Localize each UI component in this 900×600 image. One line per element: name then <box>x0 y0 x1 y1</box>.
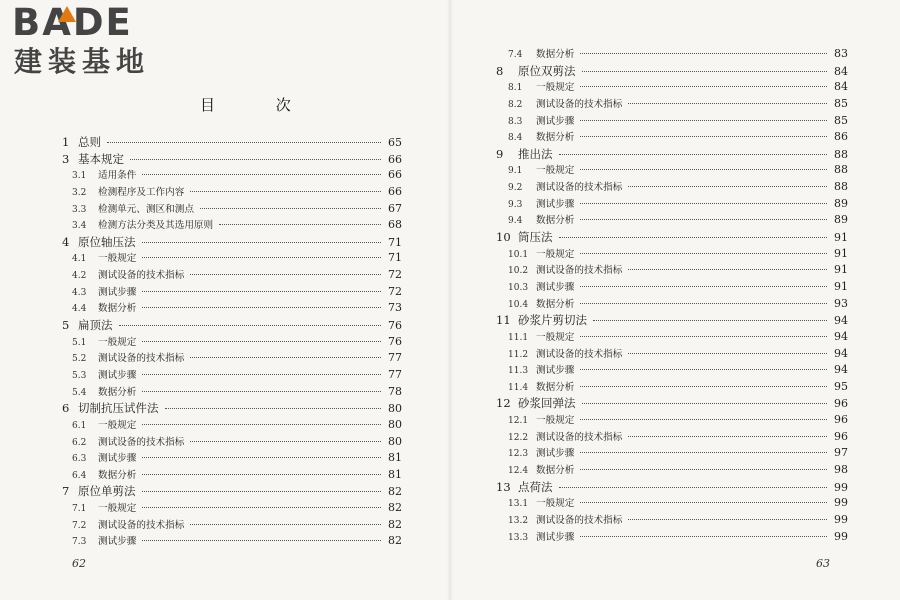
toc-entry-label: 检测单元、测区和测点 <box>98 203 194 215</box>
toc-entry-label: 数据分析 <box>536 215 575 227</box>
toc-entry-number: 6.1 <box>72 420 87 431</box>
toc-entry-number: 7.1 <box>72 504 87 515</box>
toc-entry-page: 96 <box>834 429 848 443</box>
toc-dot-leader <box>628 343 827 354</box>
toc-entry-page: 65 <box>388 136 402 149</box>
toc-entry-page: 82 <box>388 517 402 531</box>
toc-dot-leader <box>130 149 381 160</box>
toc-dot-leader <box>580 243 827 254</box>
toc-entry-label: 数据分析 <box>98 386 137 398</box>
toc-entry-label: 扁顶法 <box>78 318 113 333</box>
toc-dot-leader <box>580 376 827 387</box>
toc-entry-number: 6.2 <box>72 437 87 448</box>
toc-entry-page: 66 <box>388 184 402 198</box>
toc-dot-leader <box>142 464 381 475</box>
toc-title: 目 次 <box>200 96 319 114</box>
toc-entry-number: 7.2 <box>72 520 87 531</box>
toc-entry-page: 95 <box>834 379 848 393</box>
toc-entry-number: 11 <box>496 313 511 328</box>
toc-entry-label: 一般规定 <box>536 82 575 94</box>
toc-entry-number: 12.2 <box>508 432 529 443</box>
toc-entry-number: 5.1 <box>72 337 87 348</box>
toc-entry-page: 88 <box>834 180 848 194</box>
toc-entry-number: 9.3 <box>508 199 523 210</box>
toc-entry-number: 3.3 <box>72 204 87 215</box>
toc-entry-page: 71 <box>388 235 402 249</box>
toc-entry-number: 8.4 <box>508 133 523 144</box>
toc-entry-page: 93 <box>834 296 848 310</box>
toc-entry-page: 99 <box>834 529 848 543</box>
toc-entry-label: 测试步骤 <box>536 115 575 127</box>
toc-entry-label: 切制抗压试件法 <box>78 401 159 416</box>
toc-dot-leader <box>142 530 381 541</box>
toc-entry-label: 推出法 <box>518 146 553 161</box>
toc-entry-page: 78 <box>388 384 402 398</box>
toc-entry-number: 5.4 <box>72 387 87 398</box>
toc-dot-leader <box>165 398 382 409</box>
toc-dot-leader <box>142 447 381 458</box>
toc-entry-page: 82 <box>388 501 402 515</box>
toc-dot-leader <box>628 259 827 270</box>
toc-entry-number: 10.4 <box>508 299 529 310</box>
toc-entry-label: 一般规定 <box>536 498 575 510</box>
toc-entry-page: 82 <box>388 534 402 548</box>
toc-entry-number: 10 <box>496 230 511 245</box>
logo-accent-triangle-icon <box>58 6 76 22</box>
toc-entry-number: 12.3 <box>508 449 529 460</box>
toc-entry-label: 测试设备的技术指标 <box>536 265 623 277</box>
toc-entry-number: 11.1 <box>508 332 529 343</box>
toc-dot-leader <box>580 276 827 287</box>
toc-entry-label: 一般规定 <box>536 331 575 343</box>
toc-entry-page: 72 <box>388 268 402 282</box>
toc-entry-label: 测试设备的技术指标 <box>536 182 623 194</box>
toc-dot-leader <box>142 364 381 375</box>
toc-dot-leader <box>628 426 827 437</box>
toc-entry-number: 5.2 <box>72 354 87 365</box>
toc-dot-leader <box>580 76 827 87</box>
toc-entry-label: 原位双剪法 <box>518 63 576 78</box>
toc-dot-leader <box>190 514 381 525</box>
toc-dot-leader <box>580 526 827 537</box>
toc-entry-section[interactable] <box>62 533 402 550</box>
toc-entry-label: 检测方法分类及其选用原则 <box>98 220 214 232</box>
toc-entry-number: 3 <box>62 151 70 166</box>
toc-entry-label: 一般规定 <box>536 248 575 260</box>
toc-entry-page: 84 <box>834 64 848 78</box>
toc-entry-number: 8 <box>496 63 504 78</box>
toc-entry-label: 点荷法 <box>518 479 553 494</box>
toc-dot-leader <box>580 209 827 220</box>
toc-entry-label: 原位轴压法 <box>78 234 136 249</box>
toc-dot-leader <box>142 381 381 392</box>
toc-entry-label: 测试步骤 <box>536 531 575 543</box>
toc-entry-page: 89 <box>834 196 848 210</box>
toc-entry-page: 66 <box>388 168 402 182</box>
toc-entry-number: 6.3 <box>72 454 87 465</box>
toc-entry-page: 67 <box>388 201 402 215</box>
toc-entry-number: 10.3 <box>508 282 529 293</box>
toc-entry-label: 测试设备的技术指标 <box>536 348 623 360</box>
toc-entry-page: 99 <box>834 496 848 510</box>
page-number-left: 62 <box>72 557 86 570</box>
toc-entry-number: 11.2 <box>508 349 529 360</box>
toc-entry-label: 测试设备的技术指标 <box>98 519 185 531</box>
toc-entry-label: 总则 <box>78 135 101 149</box>
toc-entry-number: 4.3 <box>72 287 87 298</box>
toc-entry-section[interactable] <box>496 529 848 546</box>
toc-entry-number: 10.1 <box>508 249 529 260</box>
right-page <box>450 0 900 600</box>
toc-entry-number: 7 <box>62 484 70 499</box>
toc-entry-page: 82 <box>388 485 402 499</box>
toc-dot-leader <box>580 459 827 470</box>
toc-entry-label: 测试设备的技术指标 <box>536 98 623 110</box>
toc-dot-leader <box>142 232 382 243</box>
toc-dot-leader <box>582 61 828 72</box>
toc-entry-page: 97 <box>834 446 848 460</box>
toc-entry-label: 一般规定 <box>98 336 137 348</box>
toc-dot-leader <box>142 247 381 258</box>
toc-entry-page: 80 <box>388 402 402 416</box>
toc-list-right <box>496 46 848 545</box>
toc-dot-leader <box>628 509 827 520</box>
toc-entry-page: 99 <box>834 480 848 494</box>
toc-entry-number: 4.4 <box>72 304 87 315</box>
toc-entry-label: 一般规定 <box>98 503 137 515</box>
toc-entry-number: 4.2 <box>72 271 87 282</box>
toc-entry-number: 6 <box>62 401 70 416</box>
toc-entry-label: 数据分析 <box>536 49 575 60</box>
toc-entry-number: 7.4 <box>508 50 523 60</box>
toc-entry-page: 73 <box>388 301 402 315</box>
toc-entry-number: 13 <box>496 479 511 494</box>
logo-text: BADE <box>12 1 133 44</box>
toc-entry-number: 3.1 <box>72 171 87 182</box>
toc-dot-leader <box>142 331 381 342</box>
toc-entry-page: 77 <box>388 351 402 365</box>
toc-entry-page: 94 <box>834 346 848 360</box>
toc-entry-label: 测试步骤 <box>536 281 575 293</box>
toc-dot-leader <box>580 409 827 420</box>
toc-entry-label: 测试设备的技术指标 <box>536 514 623 526</box>
toc-dot-leader <box>580 442 827 453</box>
toc-entry-page: 88 <box>834 163 848 177</box>
toc-entry-label: 测试步骤 <box>536 198 575 210</box>
toc-dot-leader <box>580 359 827 370</box>
toc-entry-number: 9 <box>496 146 504 161</box>
toc-dot-leader <box>142 497 381 508</box>
toc-entry-page: 83 <box>834 47 848 60</box>
toc-entry-page: 94 <box>834 314 848 328</box>
page-number-right: 63 <box>816 557 830 570</box>
toc-entry-number: 13.2 <box>508 515 529 526</box>
toc-entry-number: 3.2 <box>72 187 87 198</box>
toc-entry-label: 数据分析 <box>98 469 137 481</box>
toc-entry-label: 数据分析 <box>98 303 137 315</box>
toc-entry-number: 12.4 <box>508 466 529 477</box>
toc-entry-number: 1 <box>62 135 70 149</box>
toc-entry-page: 91 <box>834 263 848 277</box>
toc-entry-number: 13.3 <box>508 532 529 543</box>
toc-dot-leader <box>580 492 827 503</box>
toc-dot-leader <box>142 164 381 175</box>
toc-dot-leader <box>142 297 381 308</box>
toc-entry-page: 76 <box>388 319 402 333</box>
toc-entry-number: 11.4 <box>508 382 529 393</box>
toc-dot-leader <box>580 293 827 304</box>
toc-entry-page: 80 <box>388 417 402 431</box>
toc-entry-label: 筒压法 <box>518 230 553 245</box>
toc-dot-leader <box>107 132 381 143</box>
toc-dot-leader <box>580 43 827 54</box>
toc-entry-page: 85 <box>834 113 848 127</box>
toc-entry-label: 测试步骤 <box>98 453 137 465</box>
toc-dot-leader <box>580 326 827 337</box>
toc-dot-leader <box>190 347 381 358</box>
toc-entry-number: 9.4 <box>508 216 523 227</box>
toc-entry-number: 8.2 <box>508 99 523 110</box>
toc-entry-number: 11.3 <box>508 366 529 377</box>
toc-dot-leader <box>119 315 382 326</box>
watermark-logo <box>8 1 178 80</box>
toc-entry-page: 91 <box>834 231 848 245</box>
toc-entry-label: 一般规定 <box>98 253 137 265</box>
toc-entry-label: 原位单剪法 <box>78 484 136 499</box>
toc-entry-label: 数据分析 <box>536 465 575 477</box>
toc-dot-leader <box>580 159 827 170</box>
toc-entry-page: 76 <box>388 334 402 348</box>
toc-entry-number: 3.4 <box>72 221 87 232</box>
toc-entry-page: 86 <box>834 130 848 144</box>
toc-entry-number: 13.1 <box>508 499 529 510</box>
toc-dot-leader <box>628 93 827 104</box>
toc-entry-label: 检测程序及工作内容 <box>98 186 185 198</box>
toc-entry-number: 4.1 <box>72 254 87 265</box>
toc-entry-label: 测试步骤 <box>98 286 137 298</box>
toc-entry-page: 84 <box>834 80 848 94</box>
toc-entry-number: 9.1 <box>508 166 523 177</box>
toc-dot-leader <box>142 414 381 425</box>
toc-dot-leader <box>593 310 827 321</box>
toc-dot-leader <box>580 126 827 137</box>
toc-entry-number: 8.1 <box>508 83 523 94</box>
toc-dot-leader <box>559 227 828 238</box>
toc-entry-label: 测试设备的技术指标 <box>98 270 185 282</box>
toc-entry-number: 6.4 <box>72 470 87 481</box>
toc-dot-leader <box>628 176 827 187</box>
toc-entry-page: 91 <box>834 246 848 260</box>
toc-entry-page: 99 <box>834 512 848 526</box>
toc-entry-number: 5.3 <box>72 370 87 381</box>
toc-entry-label: 一般规定 <box>536 165 575 177</box>
toc-entry-page: 80 <box>388 434 402 448</box>
toc-entry-number: 12 <box>496 396 511 411</box>
toc-dot-leader <box>580 110 827 121</box>
toc-dot-leader <box>142 481 382 492</box>
toc-dot-leader <box>582 393 828 404</box>
toc-list-left <box>62 134 402 550</box>
toc-entry-page: 89 <box>834 213 848 227</box>
toc-dot-leader <box>219 214 381 225</box>
toc-dot-leader <box>142 281 381 292</box>
toc-entry-number: 8.3 <box>508 116 523 127</box>
toc-entry-number: 7.3 <box>72 537 87 548</box>
logo-subtitle: 建装基地 <box>14 45 151 78</box>
toc-dot-leader <box>200 198 381 209</box>
toc-dot-leader <box>190 431 381 442</box>
toc-dot-leader <box>190 181 381 192</box>
toc-entry-label: 测试步骤 <box>536 365 575 377</box>
toc-entry-page: 88 <box>834 147 848 161</box>
toc-entry-label: 测试步骤 <box>536 448 575 460</box>
toc-entry-number: 9.2 <box>508 183 523 194</box>
toc-entry-number: 10.2 <box>508 266 529 277</box>
toc-entry-page: 72 <box>388 284 402 298</box>
toc-dot-leader <box>559 477 828 488</box>
toc-dot-leader <box>190 264 381 275</box>
toc-entry-label: 一般规定 <box>98 419 137 431</box>
toc-entry-label: 砂浆回弹法 <box>518 396 576 411</box>
toc-entry-page: 98 <box>834 463 848 477</box>
toc-entry-label: 砂浆片剪切法 <box>518 313 587 328</box>
toc-entry-page: 77 <box>388 367 402 381</box>
toc-entry-page: 81 <box>388 467 402 481</box>
toc-entry-page: 81 <box>388 451 402 465</box>
toc-entry-page: 66 <box>388 152 402 166</box>
toc-entry-number: 12.1 <box>508 416 529 427</box>
toc-entry-number: 4 <box>62 234 70 249</box>
toc-entry-label: 数据分析 <box>536 381 575 393</box>
toc-entry-label: 测试步骤 <box>98 536 137 548</box>
toc-entry-label: 基本规定 <box>78 151 124 166</box>
toc-entry-page: 71 <box>388 251 402 265</box>
toc-entry-label: 适用条件 <box>98 170 137 182</box>
toc-dot-leader <box>580 193 827 204</box>
toc-entry-page: 68 <box>388 218 402 232</box>
toc-entry-label: 测试设备的技术指标 <box>536 431 623 443</box>
toc-entry-page: 96 <box>834 413 848 427</box>
toc-entry-label: 测试设备的技术指标 <box>98 353 185 365</box>
toc-entry-page: 91 <box>834 279 848 293</box>
toc-entry-number: 5 <box>62 318 70 333</box>
toc-entry-page: 96 <box>834 397 848 411</box>
toc-entry-label: 测试设备的技术指标 <box>98 436 185 448</box>
toc-entry-label: 数据分析 <box>536 298 575 310</box>
toc-entry-page: 94 <box>834 363 848 377</box>
toc-entry-label: 数据分析 <box>536 132 575 144</box>
toc-entry-label: 测试步骤 <box>98 369 137 381</box>
toc-entry-page: 85 <box>834 96 848 110</box>
toc-entry-label: 一般规定 <box>536 415 575 427</box>
toc-entry-page: 94 <box>834 329 848 343</box>
toc-dot-leader <box>559 144 828 155</box>
